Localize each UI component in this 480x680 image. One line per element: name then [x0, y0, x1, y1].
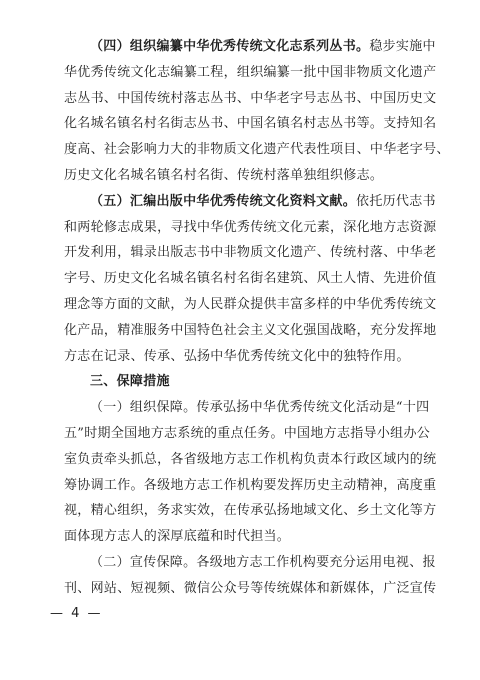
section-5-line: 方志在记录、传承、弘扬中华优秀传统文化中的独特作用。 [64, 348, 410, 364]
section-4-title: （四）组织编纂中华优秀传统文化志系列丛书。 [90, 39, 370, 54]
section-5-line: 和两轮修志成果，寻找中华优秀传统文化元素，深化地方志资源 [64, 219, 437, 235]
section-5-title: （五）汇编出版中华优秀传统文化资料文献。 [90, 193, 357, 209]
section-4-first-line [64, 34, 436, 60]
measure-2-line: （二）宣传保障。各级地方志工作机构要充分运用电视、报 [90, 554, 436, 570]
measure-1-line: 五”时期全国地方志系统的重点任务。中国地方志指导小组办公 [64, 425, 431, 441]
measure-1-line: 视，精心组织，务求实效，在传承弘扬地域文化、乡土文化等方 [64, 503, 437, 519]
section-4-text: 稳步实施中 [369, 39, 436, 54]
section-heading-3: 三、保障措施 [90, 374, 170, 390]
section-5-line: 化产品，精准服务中国特色社会主义文化强国战略，充分发挥地 [64, 322, 437, 338]
measure-1-line: 室负责牵头抓总，各省级地方志工作机构负责本行政区域内的统 [64, 451, 437, 467]
document-body [64, 34, 450, 602]
section-4-line: 志丛书、中国传统村落志丛书、中华老字号志丛书、中国历史文 [64, 90, 437, 106]
section-4-line: 度高、社会影响力大的非物质文化遗产代表性项目、中华老字号、 [64, 142, 450, 158]
measure-1-line: 面体现方志人的深厚底蕴和时代担当。 [64, 529, 291, 545]
section-5-line: 开发利用，辑录出版志书中非物质文化遗产、传统村落、中华老 [64, 245, 437, 261]
section-5-line: 字号、历史文化名城名镇名村名街名建筑、风土人情、先进价值 [64, 271, 437, 287]
page-number: — 4 — [50, 606, 103, 621]
measure-1-line: （一）组织保障。传承弘扬中华优秀传统文化活动是“十四 [90, 400, 430, 416]
section-5-first-line [64, 189, 436, 215]
section-4-line: 化名城名镇名村名街志丛书、中国名镇名村志丛书等。支持知名 [64, 116, 437, 132]
section-5-text: 依托历代志书 [356, 193, 436, 209]
section-4-line: 历史文化名城名镇名村名街、传统村落单独组织修志。 [64, 167, 384, 183]
measure-2-line: 刊、网站、短视频、微信公众号等传统媒体和新媒体，广泛宣传 [64, 580, 437, 596]
measure-1-line: 筹协调工作。各级地方志工作机构要发挥历史主动精神，高度重 [64, 477, 437, 493]
section-4-line: 华优秀传统文化志编纂工程，组织编纂一批中国非物质文化遗产 [64, 64, 437, 80]
section-5-line: 理念等方面的文献，为人民群众提供丰富多样的中华优秀传统文 [64, 296, 437, 312]
